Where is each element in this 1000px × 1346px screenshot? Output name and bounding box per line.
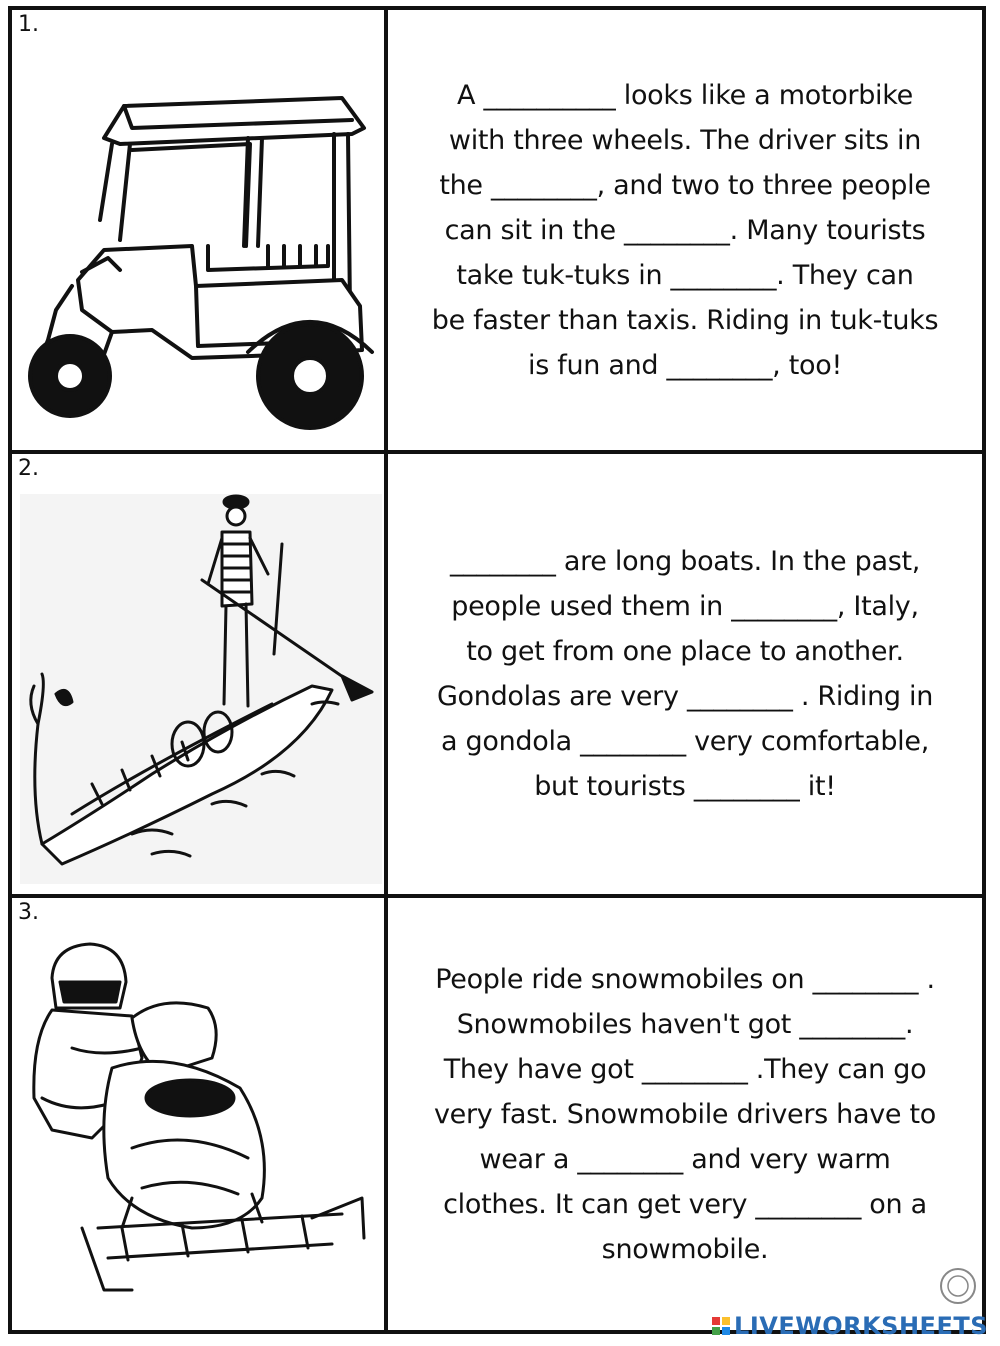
tuk-tuk-illustration (12, 10, 384, 450)
liveworksheets-logo-icon (712, 1317, 730, 1335)
passage-line: clothes. It can get very ________ on a (443, 1188, 927, 1220)
exercise-2-passage (392, 539, 978, 809)
passage-line: Snowmobiles haven't got ________. (456, 1008, 914, 1040)
passage-line: to get from one place to another. (466, 636, 904, 667)
logo-block (712, 1317, 720, 1325)
passage-line: Gondolas are very ________ . Riding in (436, 681, 934, 712)
exercise-row-3 (12, 898, 982, 1330)
passage-line: is fun and ________, too! (528, 349, 842, 381)
passage-line: take tuk-tuks in ________. They can (456, 259, 914, 291)
exercise-2-image-cell (12, 454, 388, 894)
logo-block (722, 1327, 730, 1335)
exercise-3-text-cell (388, 898, 982, 1330)
exercise-number: 2. (18, 456, 39, 481)
passage-line: people used them in ________, Italy, (451, 591, 919, 622)
exercise-1-passage (392, 73, 978, 388)
passage-line: can sit in the ________. Many tourists (444, 214, 926, 246)
exercise-row-2 (12, 454, 982, 898)
passage-line: the ________, and two to three people (439, 169, 931, 201)
gondola-illustration (12, 454, 384, 894)
worksheet (8, 6, 986, 1334)
passage-line: A __________ looks like a motorbike (457, 79, 913, 111)
exercise-1-text-cell (388, 10, 982, 450)
passage-line: wear a ________ and very warm (479, 1143, 891, 1175)
exercise-1-image-cell (12, 10, 388, 450)
passage-line: very fast. Snowmobile drivers have to (433, 1098, 937, 1130)
stamp-seal-icon (938, 1266, 978, 1306)
watermark-text: LIVEWORKSHEETS (734, 1312, 988, 1340)
logo-block (722, 1317, 730, 1325)
logo-block (712, 1327, 720, 1335)
passage-line: People ride snowmobiles on ________ . (435, 963, 935, 995)
exercise-row-1 (12, 10, 982, 454)
exercise-number: 3. (18, 900, 39, 925)
exercise-3-passage (392, 957, 978, 1272)
liveworksheets-watermark (712, 1312, 988, 1340)
passage-line: but tourists ________ it! (534, 771, 836, 802)
passage-line: snowmobile. (601, 1233, 769, 1265)
passage-line: a gondola ________ very comfortable, (441, 726, 929, 757)
passage-line: be faster than taxis. Riding in tuk-tuks (431, 304, 939, 336)
exercise-number: 1. (18, 12, 39, 37)
passage-line: They have got ________ .They can go (443, 1053, 927, 1085)
passage-line: with three wheels. The driver sits in (448, 124, 922, 156)
exercise-3-image-cell (12, 898, 388, 1330)
passage-line: ________ are long boats. In the past, (449, 546, 921, 577)
exercise-2-text-cell (388, 454, 982, 894)
snowmobile-illustration (12, 898, 384, 1326)
